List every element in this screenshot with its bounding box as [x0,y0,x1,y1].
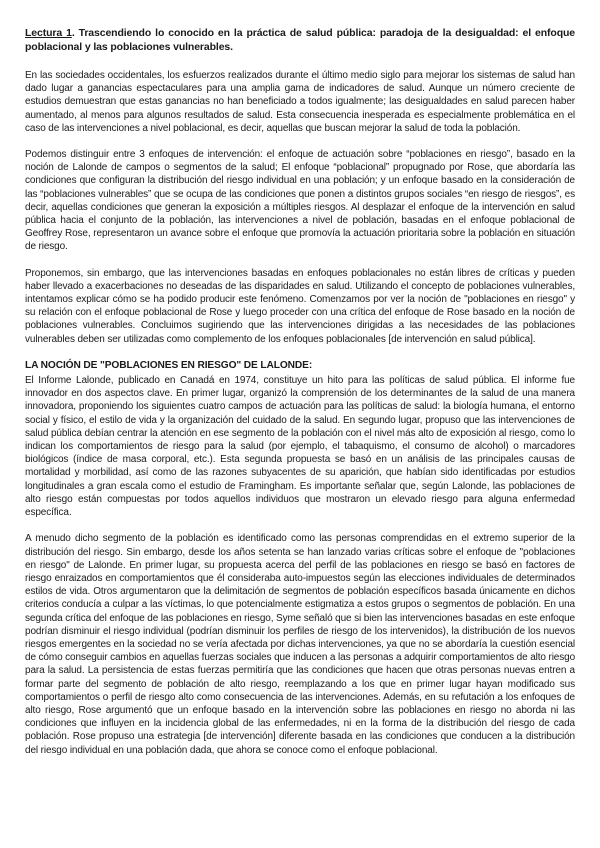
document-title [25,26,575,54]
title-text: . Trascendiendo lo conocido en la práctica de salud pública: paradoja de la desigualdad: el enfoque poblacional y las poblaciones vulnerables. [25,27,576,53]
section-heading-lalonde: LA NOCIÓN DE "POBLACIONES EN RIESGO" DE LALONDE: [25,359,313,371]
section-paragraph-1: El Informe Lalonde, publicado en Canadá en 1974, constituye un hito para las políticas de salud pública. El informe fue innovador en dos aspectos clave. En primer lugar, organizó la comprensión de los determinantes de la salud de una manera innovadora, proponiendo los siguientes cuatro campos de actuación para las políticas de salud: la biología humana, el entorno social y físico, el estilo de vida y la organización del cuidado de la salud. En segundo lugar, propuso que las intervenciones de salud pública debían centrar la atención en ese segmento de la población con el nivel más alto de exposición al riesgo, como lo indican los comportamientos de riesgo para la salud (por ejemplo, el tabaquismo, el consumo de alcohol) o marcadores biológicos (índice de masa corporal, etc.). Esta segunda propuesta se basó en un análisis de las principales causas de mortalidad y morbilidad, así como de las razones subyacentes de su aparición, que habían sido identificadas por estudios longitudinales a gran escala como el estudio de Framingham. Es importante señalar que, según Lalonde, las poblaciones de alto riesgo están compuestas por todos aquellos individuos que mostraron un elevado riesgo para alguna enfermedad específica. [25,375,575,519]
intro-paragraph-3: Proponemos, sin embargo, que las intervenciones basadas en enfoques poblacionales no están libres de críticas y pueden haber llevado a exacerbaciones no deseadas de las disparidades en salud. Utilizando el concepto de poblaciones vulnerables, intentamos explicar cómo se ha podido producir este fenómeno. Comenzamos por ver la noción de "poblaciones en riesgo" y su relación con el enfoque poblacional de Rose y luego proceder con una crítica del enfoque de Rose basado en la noción de poblaciones vulnerables. Concluimos sugiriendo que las intervenciones dirigidas a las necesidades de las poblaciones vulnerables deben ser utilizadas como complemento de los enfoques poblacionales [de intervención en salud pública]. [25,267,575,345]
intro-paragraph-1: En las sociedades occidentales, los esfuerzos realizados durante el último medio siglo para mejorar los sistemas de salud han dado lugar a ganancias espectaculares para una amplia gama de indicadores de salud. Aunque un número creciente de estudios demuestran que estas ganancias no han beneficiado a todos igualmente; las desigualdades en salud parecen haber aumentado, al menos para algunos resultados de salud. Esta consecuencia inesperada es especialmente problemática en el caso de las intervenciones a nivel poblacional, es decir, aquellas que buscan mejorar la salud de toda la población. [25,70,575,134]
intro-paragraph-2: Podemos distinguir entre 3 enfoques de intervención: el enfoque de actuación sobre “poblaciones en riesgo”, basado en la noción de Lalonde de campos o segmentos de la salud; El enfoque “poblacional” propugnado por Rose, que abordaría las condiciones que configuran la distribución del riesgo individual en una población; y un enfoque basado en la consideración de las “poblaciones vulnerables” que se ocupa de las condiciones que ponen a distintos grupos sociales “en riesgo de riesgos”, es decir, aquellas condiciones que generan la exposición a múltiples riesgos. Al desplazar el enfoque de la intervención en salud pública hacia el conjunto de la población, las intervenciones a nivel de población, basadas en el enfoque poblacional de Geoffrey Rose, representaron un avance sobre el enfoque que promovía la actuación prioritaria sobre la población en situación de riesgo. [25,149,575,253]
title-lecture-label: Lectura 1 [25,27,72,39]
section-paragraph-2: A menudo dicho segmento de la población es identificado como las personas comprendidas en el extremo superior de la distribución del riesgo. Sin embargo, desde los años setenta se han lanzado varias críticas sobre el enfoque de "poblaciones en riesgo" de Lalonde. En primer lugar, su propuesta acerca del perfil de las poblaciones en riesgo se basó en factores de riesgo enraizados en comportamientos que él consideraba auto-impuestos según las elecciones individuales de determinados estilos de vida. Otros argumentaron que la delimitación de segmentos de población específicos basada únicamente en dichos criterios conducía a culpar a las víctimas, lo que potencialmente estigmatiza a estos grupos o segmentos de población. En una segunda crítica del enfoque de las poblaciones en riesgo, Syme señaló que si bien las intervenciones basadas en este enfoque podrían disminuir el riesgo individual (podrían disminuir los perfiles de riesgo de los intervenidos), la distribución de los nuevos riesgos emergentes en la sociedad no se vería afectada por dichas intervenciones, ya que no se abordaría la cuestión esencial de cómo conseguir cambios en aquellas fuerzas sociales que inducen a las personas a adquirir comportamientos de alto riesgo para la salud. La persistencia de estas fuerzas permitiría que las condiciones que hacen que otras personas nuevas entren a formar parte del segmento de población de alto riesgo, reemplazando a los que en primer lugar hayan modificado sus comportamientos o perfil de riesgo alto como consecuencia de las intervenciones. Además, en su refutación a los enfoques de alto riesgo, Rose argumentó que un enfoque basado en la intervención sobre las poblaciones en riesgo no aborda ni las condiciones que influyen en la incidencia global de las enfermedades, ni en la forma de la distribución del riesgo de cada población. Rose propuso una estrategia [de intervención] diferente basada en las condiciones que conducen a la distribución del riesgo individual en una población dada, que ahora se conoce como el enfoque poblacional. [25,533,576,756]
